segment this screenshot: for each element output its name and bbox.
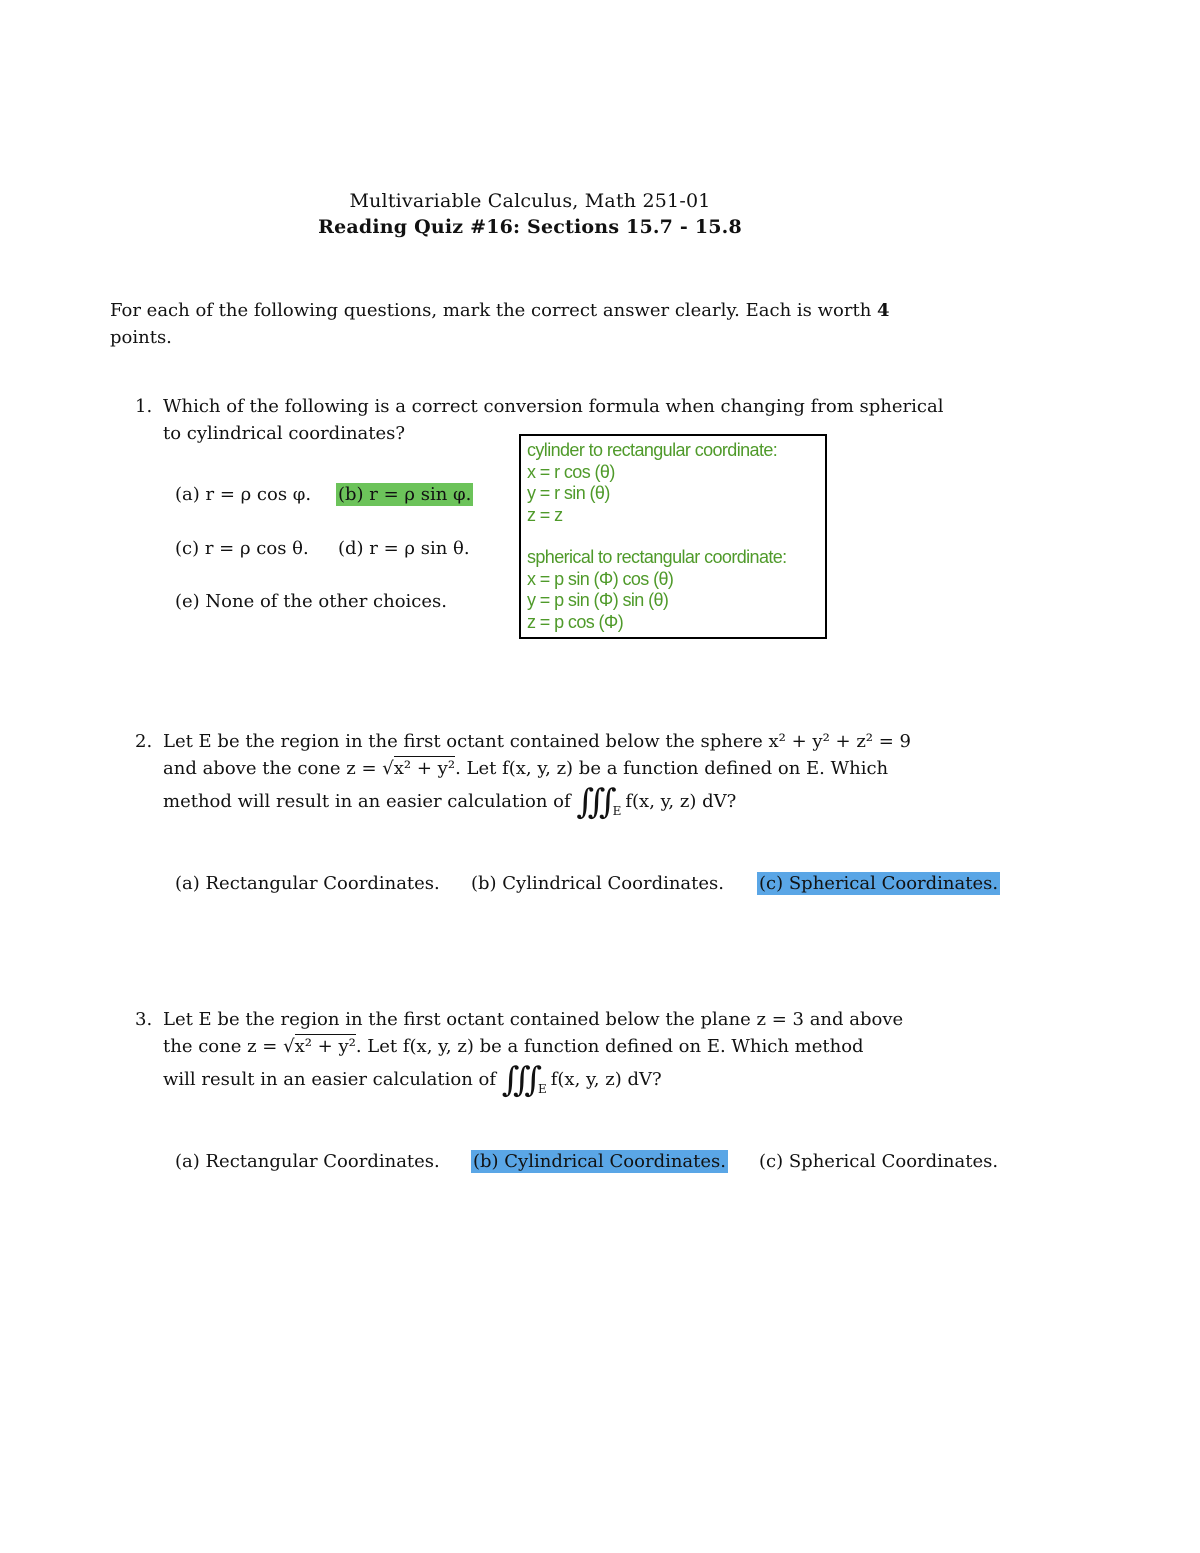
annotation-heading: spherical to rectangular coordinate:	[527, 547, 787, 567]
course-title: Multivariable Calculus, Math 251-01	[349, 190, 711, 212]
question-text: Let E be the region in the first octant contained below the sphere x² + y² + z² = 9	[163, 731, 911, 752]
answer-highlight: (c) Spherical Coordinates.	[759, 873, 999, 894]
text-segment: . Let f(x, y, z) be a function defined on E. Which	[455, 758, 889, 779]
question-2	[135, 728, 955, 825]
answer-highlight: (b) Cylindrical Coordinates.	[473, 1151, 727, 1172]
annotation-heading: cylinder to rectangular coordinate:	[527, 440, 778, 460]
text-segment: will result in an easier calculation of	[163, 1069, 502, 1090]
question-number: 2.	[135, 731, 153, 752]
q2-option-a[interactable]: (a) Rectangular Coordinates.	[175, 873, 440, 894]
answer-highlight: (b) r = ρ sin φ.	[338, 484, 472, 505]
q1-option-c[interactable]: (c) r = ρ cos θ.	[175, 538, 309, 559]
q1-option-e[interactable]: (e) None of the other choices.	[175, 591, 447, 612]
q2-option-c-selected[interactable]	[757, 873, 1000, 894]
q2-option-b[interactable]: (b) Cylindrical Coordinates.	[471, 873, 725, 894]
annotation-line: x = r cos (θ)	[527, 461, 615, 482]
q1-option-d[interactable]: (d) r = ρ sin θ.	[338, 538, 470, 559]
instructions-end: points.	[110, 327, 172, 348]
sqrt-expression: x² + y²	[393, 758, 456, 779]
q1-option-b-selected[interactable]	[336, 484, 473, 505]
question-number: 3.	[135, 1009, 153, 1030]
triple-integral-symbol: ∭	[501, 1060, 532, 1100]
points-value: 4	[877, 300, 890, 321]
question-text	[163, 782, 955, 825]
question-number: 1.	[135, 396, 153, 417]
question-text: Let E be the region in the first octant contained below the plane z = 3 and above	[163, 1009, 904, 1030]
integral-region: E	[537, 1082, 547, 1096]
instructions	[110, 297, 950, 351]
question-text: the cone z = √x² + y². Let f(x, y, z) be a function defined on E. Which method	[163, 1036, 864, 1057]
annotation-box	[519, 434, 827, 639]
quiz-title: Reading Quiz #16: Sections 15.7 - 15.8	[318, 216, 742, 238]
integrand: f(x, y, z) dV?	[625, 791, 737, 812]
annotation-line: z = p cos (Φ)	[527, 611, 624, 632]
triple-integral-symbol: ∭	[576, 782, 607, 822]
q3-option-b-selected[interactable]	[471, 1151, 728, 1172]
text-segment: method will result in an easier calculation of	[163, 791, 577, 812]
text-segment: . Let f(x, y, z) be a function defined on E. Which method	[355, 1036, 864, 1057]
question-3	[135, 1006, 955, 1103]
text-segment: the cone z =	[163, 1036, 284, 1057]
instructions-text: For each of the following questions, mark the correct answer clearly. Each is worth	[110, 300, 878, 321]
sqrt-expression: x² + y²	[294, 1036, 356, 1057]
q1-option-a[interactable]: (a) r = ρ cos φ.	[175, 484, 312, 505]
question-text: to cylindrical coordinates?	[163, 423, 406, 444]
integral-region: E	[612, 804, 622, 818]
text-segment: and above the cone z =	[163, 758, 383, 779]
q3-option-a[interactable]: (a) Rectangular Coordinates.	[175, 1151, 440, 1172]
question-text	[163, 1060, 955, 1103]
annotation-line: z = z	[527, 504, 563, 525]
question-text: and above the cone z = √x² + y². Let f(x, y, z) be a function defined on E. Which	[163, 758, 889, 779]
integrand: f(x, y, z) dV?	[550, 1069, 662, 1090]
annotation-line: x = p sin (Φ) cos (θ)	[527, 568, 674, 589]
question-text: Which of the following is a correct conversion formula when changing from spherical	[163, 396, 944, 417]
q3-option-c[interactable]: (c) Spherical Coordinates.	[759, 1151, 999, 1172]
annotation-line: y = r sin (θ)	[527, 483, 610, 503]
annotation-line: y = p sin (Φ) sin (θ)	[527, 590, 669, 610]
